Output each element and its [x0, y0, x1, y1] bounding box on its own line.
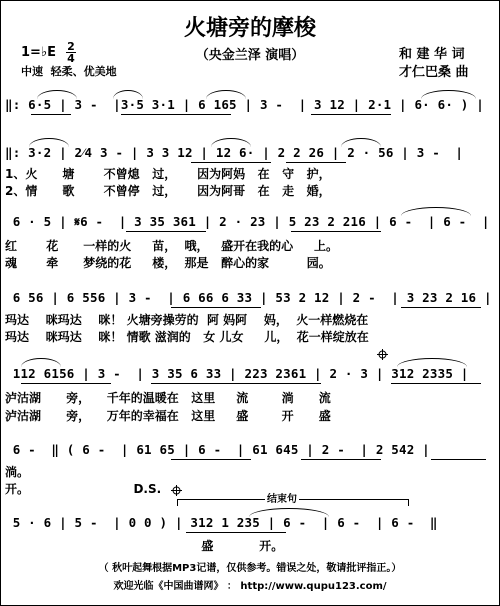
slur-mark — [113, 90, 143, 99]
lyric-line-6b: 开。 D.S. — [5, 482, 162, 496]
beam-line — [431, 459, 486, 460]
lyric-line-3a: 红 花 一样的火 苗， 哦， 盛开在我的心 上。 — [5, 239, 338, 253]
lyric-line-7: 盛 开。 — [5, 539, 284, 553]
beam-line — [186, 532, 286, 533]
slur-mark — [421, 90, 476, 99]
lyric-line-5a: 泸沽湖 旁， 千年的温暖在 这里 流 淌 流 — [5, 391, 331, 405]
beam-line — [311, 114, 391, 115]
footer-note: （ 秋叶起舞根据MP3记谱，仅供参考。错误之处，敬请批评指正。） — [98, 563, 402, 574]
beam-line — [126, 231, 206, 232]
notation-line-5: 112 6156 | 3 - | 3 35 6 33 | 223 2361 | 2 · 3 | 312 2335 | — [5, 366, 469, 381]
beam-line — [31, 114, 71, 115]
slur-mark — [341, 138, 381, 147]
lyric-line-6a: 淌。 — [5, 465, 30, 479]
notation-line-4: 6 56 | 6 556 | 3 - | 6 66 6 33 | 53 2 12 | 2 - | 3 23 2 16 | — [5, 290, 492, 305]
tempo-marking: 中速 轻柔、优美地 — [21, 65, 117, 78]
beam-line — [291, 231, 381, 232]
beam-line — [171, 307, 261, 308]
notation-line-7: 5 · 6 | 5 - | 0 0 ) | 312 1 235 | 6 - | 6 - | 6 - ‖ — [5, 515, 438, 530]
slur-mark — [37, 90, 77, 99]
slur-mark — [397, 358, 467, 367]
slur-mark — [211, 138, 251, 147]
composer-credit: 才仁巴桑 曲 — [399, 65, 469, 80]
lyric-line-2b: 2、情 歌 不曾停 过， 因为阿哥 在 走 婚， — [5, 184, 331, 198]
slur-mark — [401, 207, 471, 216]
lyric-line-4b: 玛达 咪玛达 咪！ 情歌 滋润的 女 儿女 儿， 花一样绽放在 — [5, 330, 369, 344]
performer-subtitle: （央金兰泽 演唱） — [195, 48, 305, 63]
slur-mark — [249, 508, 329, 517]
lyric-line-2a: 1、火 塘 不曾熄 过， 因为阿妈 在 守 护， — [5, 167, 331, 181]
notation-line-6: 6 - ‖ ( 6 - | 61 65 | 6 - | 61 645 | 2 - | 2 542 | — [5, 442, 430, 457]
time-signature-bottom: 4 — [67, 52, 75, 65]
beam-line — [151, 383, 321, 384]
ending-label: 结束句 — [265, 490, 299, 505]
beam-line — [391, 383, 481, 384]
slur-mark — [206, 90, 246, 99]
key-signature: 1=♭E — [21, 45, 56, 60]
notation-line-2: ‖: 3·2 | 2⁄4 3 - | 3 3 12 | 12 6· | 2 2 26 | 2 · 56 | 3 - | — [5, 145, 464, 160]
song-title: 火塘旁的摩梭 — [183, 16, 316, 41]
notation-line-1: ‖: 6·5 | 3 - |3·5 3·1 | 6 165 | 3 - | 3 12 | 2·1 | 6· 6· ) | — [5, 97, 484, 112]
lyric-line-3b: 魂 牵 梦绕的花 楼， 那是 醉心的家 园。 — [5, 256, 331, 270]
beam-line — [121, 114, 231, 115]
time-signature — [65, 41, 77, 64]
beam-line — [301, 459, 381, 460]
lyric-line-4a: 玛达 咪玛达 咪！ 火塘旁操劳的 阿 妈阿 妈， 火一样燃烧在 — [5, 313, 369, 327]
coda-icon — [377, 349, 388, 360]
notation-line-3: 6 · 5 | 𝄋6 - | 3 35 361 | 2 · 23 | 5 23 2 216 | 6 - | 6 - | — [5, 214, 490, 229]
beam-line — [401, 307, 481, 308]
beam-line — [191, 162, 271, 163]
beam-line — [21, 383, 111, 384]
time-signature-top: 2 — [67, 40, 75, 53]
footer-site: 欢迎光临《中国曲谱网》 ： http://www.qupu123.com/ — [113, 581, 387, 592]
lyricist-credit: 和 建 华 词 — [399, 47, 465, 62]
coda-icon — [171, 485, 182, 496]
slur-mark — [29, 138, 69, 147]
beam-line — [171, 459, 251, 460]
slur-mark — [21, 358, 61, 367]
beam-line — [286, 162, 346, 163]
lyric-line-5b: 泸沽湖 旁， 万年的幸福在 这里 盛 开 盛 — [5, 409, 331, 423]
